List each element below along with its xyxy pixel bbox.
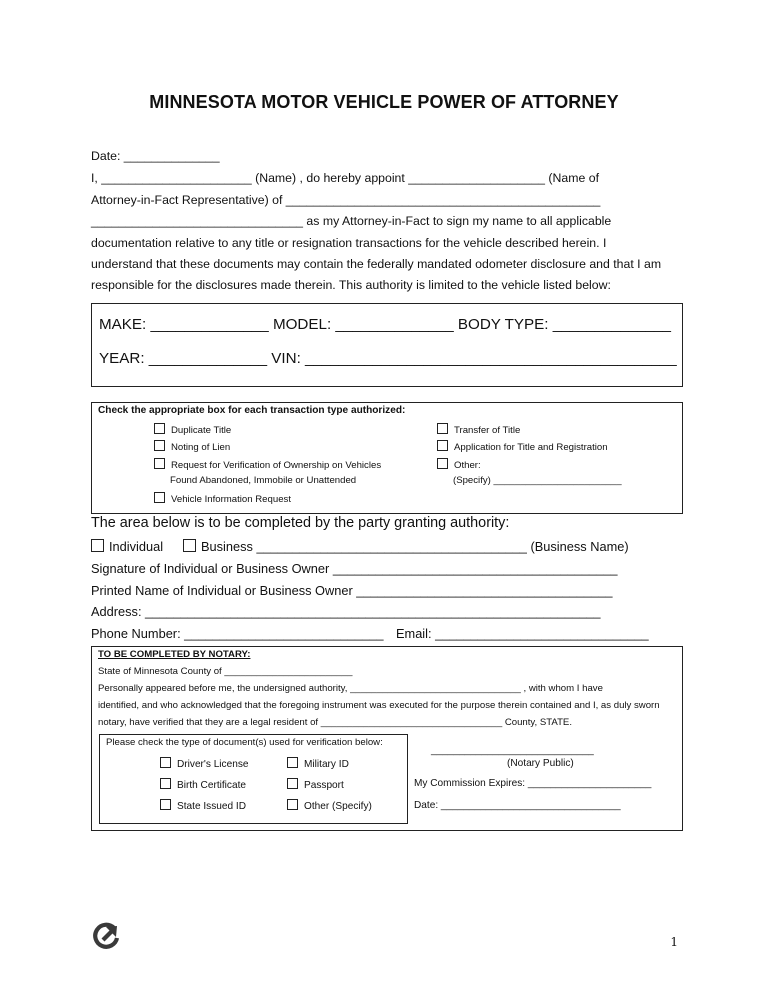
checkbox-label: Application for Title and Registration bbox=[454, 442, 608, 453]
verification-continued: Found Abandoned, Immobile or Unattended bbox=[170, 475, 357, 486]
checkbox-icon[interactable] bbox=[437, 458, 448, 469]
arrow-circle-logo-icon bbox=[92, 921, 122, 951]
checkbox-individual[interactable] bbox=[91, 539, 163, 554]
checkbox-icon[interactable] bbox=[160, 799, 171, 810]
checkbox-birth-certificate[interactable] bbox=[160, 778, 246, 791]
notary-public-label: (Notary Public) bbox=[507, 758, 574, 769]
notary-line-2: identified, and who acknowledged that the foregoing instrument was executed for the purpose therein contained and I, as duly sworn bbox=[98, 700, 660, 711]
checkbox-icon[interactable] bbox=[437, 440, 448, 451]
checkbox-icon[interactable] bbox=[287, 778, 298, 789]
notary-signature-line[interactable]: _____________________________ bbox=[431, 745, 594, 756]
grantor-heading: The area below is to be completed by the party granting authority: bbox=[91, 515, 510, 531]
checkbox-noting-of-lien[interactable] bbox=[154, 440, 230, 453]
checkbox-vehicle-info-request[interactable] bbox=[154, 492, 291, 505]
date-line: Date: ______________ bbox=[91, 149, 220, 163]
checkbox-label: Request for Verification of Ownership on Vehicles bbox=[171, 460, 382, 471]
intro-line-1: I, ______________________ (Name) , do hereby appoint ____________________ (Name of bbox=[91, 171, 599, 185]
intro-line-4: documentation relative to any title or resignation transactions for the vehicle described herein. I bbox=[91, 236, 607, 250]
checkbox-transfer-of-title[interactable] bbox=[437, 423, 520, 436]
notary-heading: TO BE COMPLETED BY NOTARY: bbox=[98, 649, 251, 660]
checkbox-label: Passport bbox=[304, 780, 344, 791]
checkbox-military-id[interactable] bbox=[287, 757, 349, 770]
phone-field[interactable]: Phone Number: ____________________________ bbox=[91, 626, 384, 641]
checkbox-state-issued-id[interactable] bbox=[160, 799, 246, 812]
notary-date-field[interactable]: Date: ________________________________ bbox=[414, 800, 621, 811]
checkbox-label: Individual bbox=[109, 539, 164, 554]
checkbox-icon[interactable] bbox=[160, 757, 171, 768]
vehicle-row-year-vin[interactable]: YEAR: ______________ VIN: ____________________________________________ bbox=[99, 350, 677, 367]
checkbox-label: Driver's License bbox=[177, 759, 249, 770]
intro-line-5: understand that these documents may contain the federally mandated odometer disclosure and that I am bbox=[91, 257, 662, 271]
checkbox-label: State Issued ID bbox=[177, 801, 247, 812]
page-title: MINNESOTA MOTOR VEHICLE POWER OF ATTORNEY bbox=[149, 92, 619, 112]
other-specify-field[interactable]: (Specify) ________________________ bbox=[453, 475, 622, 486]
checkbox-icon[interactable] bbox=[91, 539, 104, 552]
notary-line-1: Personally appeared before me, the undersigned authority, ________________________________ , with whom I have bbox=[98, 683, 603, 694]
notary-line-3: notary, have verified that they are a legal resident of __________________________________ County, STATE. bbox=[98, 717, 572, 728]
checkbox-drivers-license[interactable] bbox=[160, 757, 248, 770]
checkbox-business[interactable] bbox=[183, 539, 629, 554]
intro-line-2: Attorney-in-Fact Representative) of ______________________________________________ bbox=[91, 193, 601, 207]
checkbox-verification-ownership[interactable] bbox=[154, 458, 381, 471]
checkbox-label: Military ID bbox=[304, 759, 349, 770]
business-name-field[interactable]: Business ______________________________________ (Business Name) bbox=[201, 539, 629, 554]
intro-line-3: _______________________________ as my Attorney-in-Fact to sign my name to all applicable bbox=[91, 214, 612, 228]
notary-state-county[interactable]: State of Minnesota County of ________________________ bbox=[98, 666, 353, 677]
checkbox-icon[interactable] bbox=[160, 778, 171, 789]
page-number: 1 bbox=[670, 935, 678, 949]
checkbox-icon[interactable] bbox=[183, 539, 196, 552]
checkbox-label: Noting of Lien bbox=[171, 442, 231, 453]
checkbox-passport[interactable] bbox=[287, 778, 344, 791]
vehicle-row-make-model-body[interactable]: MAKE: ______________ MODEL: ______________ BODY TYPE: ______________ bbox=[99, 316, 671, 333]
checkbox-label: Vehicle Information Request bbox=[171, 494, 291, 505]
signature-field[interactable]: Signature of Individual or Business Owner ________________________________________ bbox=[91, 561, 618, 576]
checkbox-icon[interactable] bbox=[154, 492, 165, 503]
checkbox-icon[interactable] bbox=[437, 423, 448, 434]
checkbox-label: Other: bbox=[454, 460, 481, 471]
email-field[interactable]: Email: ______________________________ bbox=[396, 626, 649, 641]
transaction-heading: Check the appropriate box for each transaction type authorized: bbox=[98, 405, 406, 416]
checkbox-other[interactable] bbox=[437, 458, 481, 471]
checkbox-icon[interactable] bbox=[287, 757, 298, 768]
checkbox-label: Birth Certificate bbox=[177, 780, 246, 791]
address-field[interactable]: Address: ________________________________________________________________ bbox=[91, 604, 601, 619]
checkbox-label: Other (Specify) bbox=[304, 801, 372, 812]
checkbox-duplicate-title[interactable] bbox=[154, 423, 231, 436]
checkbox-application-title-registration[interactable] bbox=[437, 440, 608, 453]
verification-heading: Please check the type of document(s) used for verification below: bbox=[106, 737, 383, 748]
intro-line-6: responsible for the disclosures made therein. This authority is limited to the vehicle listed below: bbox=[91, 278, 611, 292]
checkbox-icon[interactable] bbox=[154, 458, 165, 469]
checkbox-icon[interactable] bbox=[154, 440, 165, 451]
printed-name-field[interactable]: Printed Name of Individual or Business Owner ____________________________________ bbox=[91, 583, 613, 598]
checkbox-other-specify[interactable] bbox=[287, 799, 372, 812]
commission-expires-field[interactable]: My Commission Expires: ______________________ bbox=[414, 778, 652, 789]
checkbox-icon[interactable] bbox=[287, 799, 298, 810]
checkbox-label: Duplicate Title bbox=[171, 425, 232, 436]
checkbox-label: Transfer of Title bbox=[454, 425, 521, 436]
checkbox-icon[interactable] bbox=[154, 423, 165, 434]
